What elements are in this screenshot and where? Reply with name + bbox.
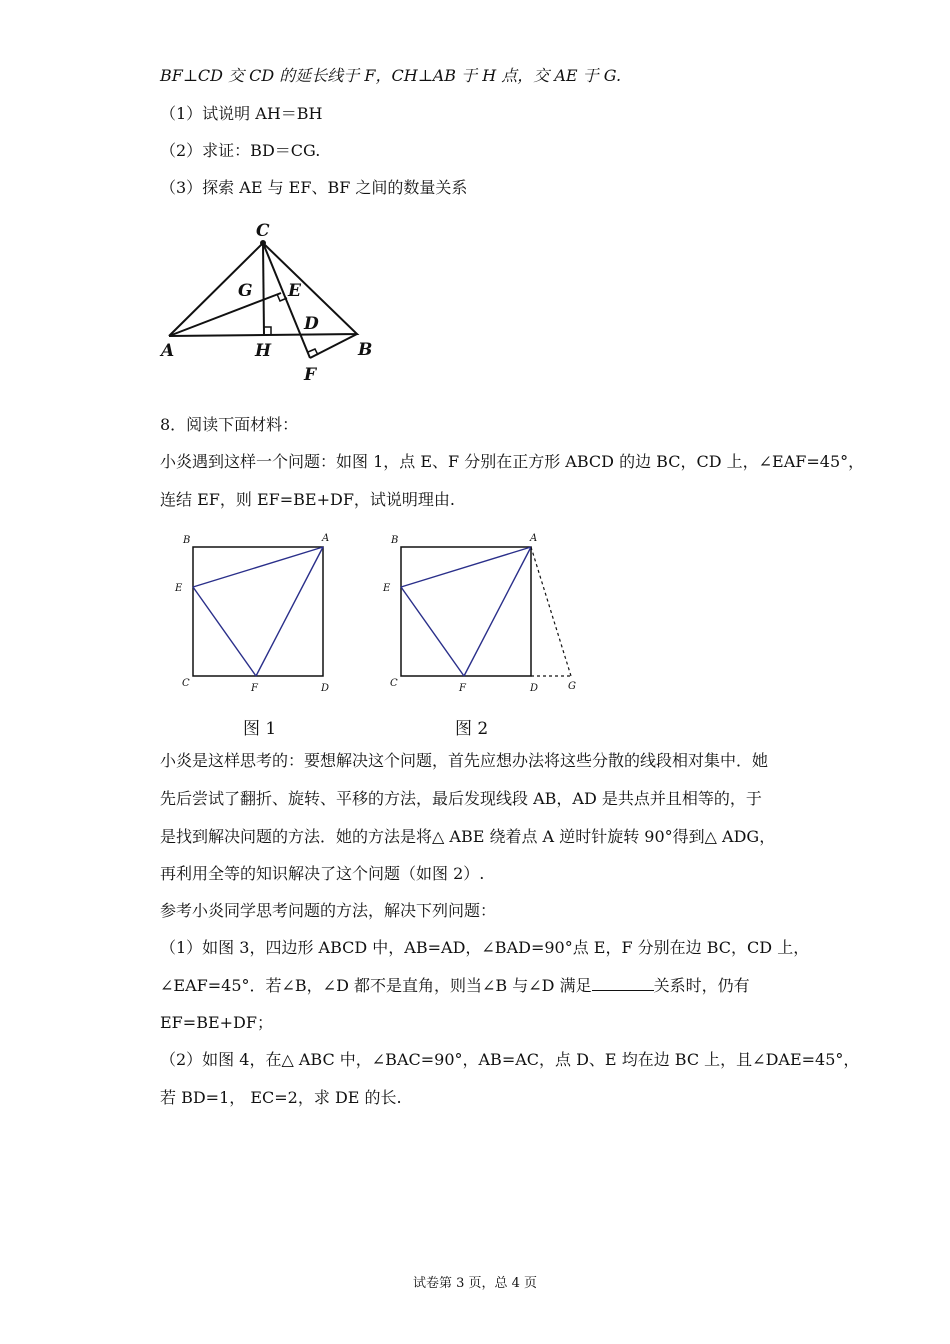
segment-af (256, 547, 323, 676)
fig1-label-d: D (321, 683, 330, 694)
fig1-label-a: A (322, 533, 330, 544)
fig2-label-f: F (459, 683, 466, 694)
q7-part3: （3）探索 AE 与 EF、BF 之间的数量关系 (160, 178, 468, 197)
q8-sub1-line2-after: 关系时，仍有 (653, 976, 750, 995)
q8-p2-line4: 再利用全等的知识解决了这个问题（如图 2）. (160, 864, 485, 883)
segment-ch (263, 243, 264, 335)
answer-blank[interactable] (592, 976, 654, 991)
q7-triangle-figure (155, 215, 385, 385)
q8-sub1-line2 (160, 976, 750, 996)
label-d: D (304, 314, 319, 334)
label-f: F (304, 365, 317, 385)
figure-1-caption: 图 1 (243, 719, 277, 739)
fig2-label-g: G (568, 681, 576, 692)
segment-ag-dashed (531, 547, 571, 676)
segment-ef (401, 587, 464, 676)
fig2-label-d: D (530, 683, 539, 694)
fig1-label-b: B (183, 535, 191, 546)
segment-af (464, 547, 531, 676)
segment-ef (193, 587, 256, 676)
page-footer: 试卷第 3 页，总 4 页 (412, 1276, 538, 1291)
fig2-label-c: C (390, 678, 398, 689)
q7-part1: （1）试说明 AH＝BH (160, 104, 323, 123)
q8-sub2-line1: （2）如图 4，在△ ABC 中，∠BAC=90°，AB=AC，点 D、E 均在边 BC 上，且∠DAE=45°， (160, 1050, 860, 1069)
fig2-label-a: A (530, 533, 538, 544)
q8-sub1-line3: EF=BE+DF； (160, 1013, 273, 1032)
label-g: G (238, 281, 253, 301)
q8-p1-line2: 连结 EF，则 EF=BE+DF，试说明理由. (160, 490, 456, 509)
q8-p1-line1: 小炎遇到这样一个问题：如图 1，点 E、F 分别在正方形 ABCD 的边 BC，CD 上，∠EAF=45°， (160, 452, 865, 471)
q7-intro: BF⊥CD 交 CD 的延长线于 F，CH⊥AB 于 H 点，交 AE 于 G. (160, 66, 622, 85)
q8-p2-line2: 先后尝试了翻折、旋转、平移的方法，最后发现线段 AB，AD 是共点并且相等的，于 (160, 789, 762, 808)
fig2-label-b: B (391, 535, 399, 546)
label-a: A (161, 341, 175, 361)
label-e: E (288, 281, 301, 301)
label-c: C (256, 221, 270, 241)
q8-p2-line1: 小炎是这样思考的：要想解决这个问题，首先应想办法将这些分散的线段相对集中．她 (160, 751, 769, 770)
q8-sub1-line2-before: ∠EAF=45°．若∠B，∠D 都不是直角，则当∠B 与∠D 满足 (160, 976, 592, 995)
fig1-label-f: F (251, 683, 258, 694)
label-b: B (358, 340, 373, 360)
q7-part2: （2）求证：BD＝CG. (160, 141, 321, 160)
label-h: H (255, 341, 272, 361)
figure-2 (378, 528, 588, 698)
q8-sub1-line1: （1）如图 3，四边形 ABCD 中，AB=AD，∠BAD=90°点 E，F 分别在边 BC，CD 上， (160, 938, 810, 957)
figure-2-caption: 图 2 (455, 719, 489, 739)
q8-sub2-line2: 若 BD=1， EC=2，求 DE 的长. (160, 1088, 402, 1107)
segment-ae (193, 547, 323, 587)
fig1-label-e: E (175, 583, 183, 594)
q8-heading: 8．阅读下面材料： (160, 415, 299, 434)
segment-ae (401, 547, 531, 587)
q8-p3: 参考小炎同学思考问题的方法，解决下列问题： (160, 901, 497, 920)
figure-1 (170, 528, 340, 698)
fig2-label-e: E (383, 583, 391, 594)
right-angle-h (264, 327, 271, 335)
q8-p2-line3: 是找到解决问题的方法．她的方法是将△ ABE 绕着点 A 逆时针旋转 90°得到△ ADG， (160, 827, 776, 846)
fig1-label-c: C (182, 678, 190, 689)
